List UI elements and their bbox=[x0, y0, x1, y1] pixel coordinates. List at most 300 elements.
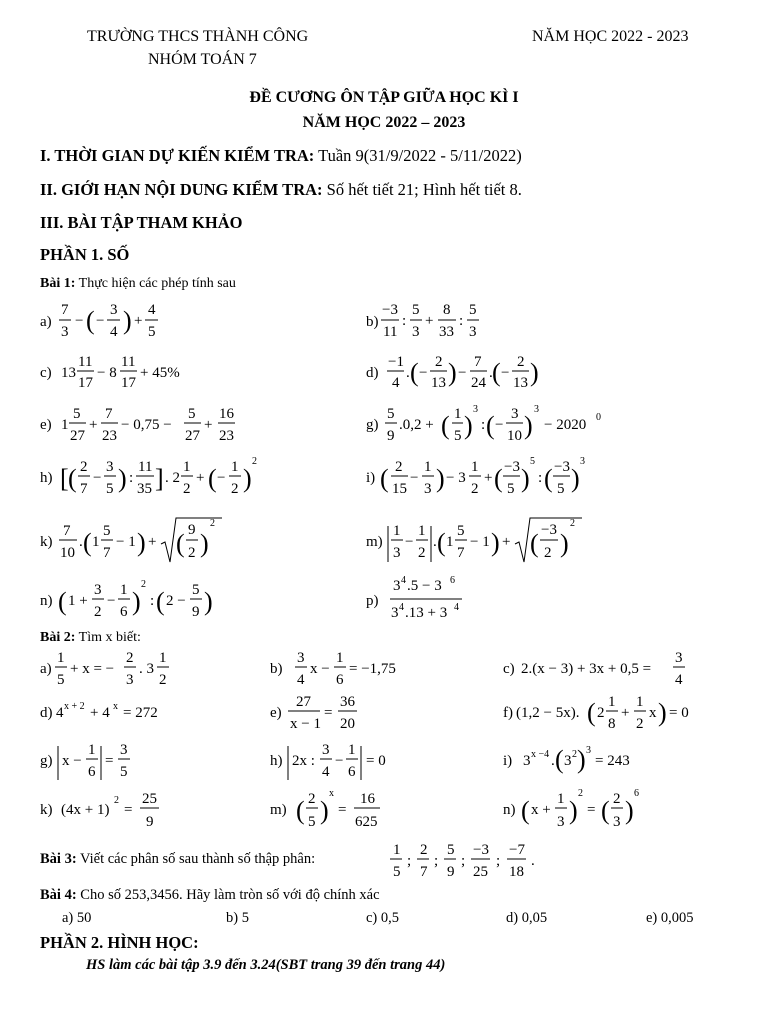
svg-text:2: 2 bbox=[597, 705, 605, 721]
svg-text:27: 27 bbox=[185, 428, 200, 444]
svg-text:3: 3 bbox=[94, 582, 102, 598]
svg-text:13: 13 bbox=[61, 365, 76, 381]
bai1-h bbox=[38, 452, 268, 508]
svg-text:.: . bbox=[406, 365, 410, 381]
label-2e: e) bbox=[270, 705, 282, 721]
svg-text:2: 2 bbox=[471, 481, 479, 497]
label-n: n) bbox=[40, 593, 53, 609]
svg-text:−: − bbox=[93, 470, 102, 486]
svg-text::: : bbox=[459, 313, 464, 329]
svg-text:10: 10 bbox=[507, 428, 522, 444]
svg-text:3: 3 bbox=[523, 753, 531, 769]
svg-text:(: ( bbox=[156, 587, 165, 616]
bai3-frac-3-den: 9 bbox=[447, 864, 455, 880]
bai4-option-e: e) 0,005 bbox=[646, 910, 694, 926]
svg-text:3: 3 bbox=[613, 814, 621, 830]
svg-text:2: 2 bbox=[418, 545, 426, 561]
label-2g: g) bbox=[40, 753, 53, 769]
svg-text:(: ( bbox=[86, 306, 95, 335]
bai3-frac-5-num: −7 bbox=[509, 842, 525, 858]
bai3-text: Viết các phân số sau thành số thập phân: bbox=[80, 851, 316, 867]
svg-text:6: 6 bbox=[120, 604, 128, 620]
svg-text:3: 3 bbox=[412, 324, 420, 340]
svg-text:1: 1 bbox=[393, 523, 401, 539]
svg-text:4: 4 bbox=[675, 672, 683, 688]
svg-text:2: 2 bbox=[308, 791, 316, 807]
svg-text:−: − bbox=[217, 470, 226, 486]
svg-text:−: − bbox=[335, 753, 344, 769]
svg-text:6: 6 bbox=[336, 672, 344, 688]
svg-text:5: 5 bbox=[387, 406, 395, 422]
svg-text:7: 7 bbox=[457, 545, 465, 561]
school-name: TRƯỜNG THCS THÀNH CÔNG bbox=[87, 28, 309, 45]
svg-text:): ) bbox=[436, 464, 445, 493]
svg-text:(1,2 − 5x).: (1,2 − 5x). bbox=[516, 705, 580, 721]
svg-text::: : bbox=[402, 313, 407, 329]
svg-text:5: 5 bbox=[148, 324, 156, 340]
bai3-heading bbox=[40, 851, 315, 868]
svg-text:2: 2 bbox=[94, 604, 102, 620]
svg-text:−: − bbox=[501, 365, 510, 381]
svg-text:3: 3 bbox=[557, 814, 565, 830]
svg-text:x −: x − bbox=[310, 661, 330, 677]
svg-text:2.(x − 3) + 3x + 0,5 =: 2.(x − 3) + 3x + 0,5 = bbox=[521, 661, 652, 677]
svg-text:5: 5 bbox=[120, 764, 128, 780]
svg-text:): ) bbox=[132, 587, 141, 616]
bai4-option-b: b) 5 bbox=[226, 910, 249, 926]
svg-text:−: − bbox=[495, 417, 504, 433]
bai2-b bbox=[270, 648, 470, 694]
svg-text:x −4: x −4 bbox=[531, 749, 550, 760]
svg-text:1: 1 bbox=[446, 534, 454, 550]
svg-text:): ) bbox=[243, 464, 252, 493]
svg-text:+: + bbox=[196, 470, 205, 486]
svg-text:13: 13 bbox=[431, 375, 446, 391]
svg-text:4: 4 bbox=[56, 705, 64, 721]
svg-text:5: 5 bbox=[412, 302, 420, 318]
section-time-value: Tuần 9(31/9/2022 - 5/11/2022) bbox=[318, 146, 522, 165]
bai1-b bbox=[366, 296, 516, 346]
bai4-option-a: a) 50 bbox=[62, 910, 92, 926]
svg-text:(: ( bbox=[208, 464, 217, 493]
svg-text:1: 1 bbox=[57, 650, 65, 666]
section-scope bbox=[40, 180, 522, 200]
part-2-heading: PHẦN 2. HÌNH HỌC: bbox=[40, 933, 199, 952]
svg-text:3: 3 bbox=[391, 605, 399, 621]
bai2-heading bbox=[40, 630, 141, 646]
svg-text:. 2: . 2 bbox=[165, 470, 180, 486]
svg-text:x: x bbox=[113, 701, 118, 712]
svg-text:1: 1 bbox=[231, 459, 239, 475]
svg-text:(: ( bbox=[176, 529, 185, 558]
svg-text:11: 11 bbox=[383, 324, 398, 340]
svg-text:): ) bbox=[569, 796, 578, 825]
svg-text:7: 7 bbox=[103, 545, 111, 561]
svg-text:35: 35 bbox=[137, 481, 152, 497]
svg-text:5: 5 bbox=[57, 672, 65, 688]
svg-text:(: ( bbox=[544, 464, 553, 493]
svg-text:= 0: = 0 bbox=[366, 753, 386, 769]
svg-text:3: 3 bbox=[106, 459, 114, 475]
svg-text:+ x = −: + x = − bbox=[70, 661, 115, 677]
bai2-label: Bài 2: bbox=[40, 630, 76, 645]
svg-text:(: ( bbox=[437, 528, 446, 557]
svg-text:5: 5 bbox=[454, 428, 462, 444]
svg-text:−: − bbox=[75, 313, 84, 329]
label-2n: n) bbox=[503, 802, 516, 818]
svg-text:1 +: 1 + bbox=[68, 593, 88, 609]
svg-text:− 8: − 8 bbox=[97, 365, 117, 381]
svg-text:= 243: = 243 bbox=[595, 753, 630, 769]
svg-text:1: 1 bbox=[454, 406, 462, 422]
svg-text:2: 2 bbox=[572, 749, 577, 760]
svg-text:1: 1 bbox=[348, 742, 356, 758]
svg-text:3: 3 bbox=[511, 406, 519, 422]
svg-text:4: 4 bbox=[454, 602, 459, 613]
svg-text:(: ( bbox=[441, 411, 450, 440]
svg-text:8: 8 bbox=[608, 716, 616, 732]
svg-text:+ 45%: + 45% bbox=[140, 365, 180, 381]
svg-text:;: ; bbox=[434, 853, 439, 869]
svg-text:− 0,75 −: − 0,75 − bbox=[121, 417, 172, 433]
bai3-frac-2-num: 2 bbox=[420, 842, 428, 858]
svg-text:−: − bbox=[96, 313, 105, 329]
svg-text:20: 20 bbox=[340, 716, 355, 732]
svg-text:−3: −3 bbox=[554, 459, 570, 475]
svg-text:1: 1 bbox=[424, 459, 432, 475]
svg-text:1: 1 bbox=[183, 459, 191, 475]
svg-text:= −1,75: = −1,75 bbox=[349, 661, 396, 677]
svg-text::: : bbox=[538, 470, 543, 486]
bai2-d bbox=[38, 694, 238, 734]
svg-text:625: 625 bbox=[355, 814, 378, 830]
svg-text:6: 6 bbox=[634, 788, 639, 799]
svg-text::: : bbox=[481, 417, 486, 433]
svg-text:7: 7 bbox=[61, 302, 69, 318]
svg-text:2: 2 bbox=[613, 791, 621, 807]
section-scope-label: II. GIỚI HẠN NỘI DUNG KIỂM TRA: bbox=[40, 180, 323, 199]
bai1-p bbox=[366, 572, 486, 628]
svg-text:(: ( bbox=[296, 796, 305, 825]
svg-text:.: . bbox=[433, 534, 437, 550]
label-a: a) bbox=[40, 314, 52, 330]
bai4-option-d: d) 0,05 bbox=[506, 910, 548, 926]
svg-text:+: + bbox=[484, 470, 493, 486]
svg-text:): ) bbox=[625, 796, 634, 825]
svg-text:1: 1 bbox=[608, 694, 616, 710]
label-k: k) bbox=[40, 534, 53, 550]
svg-text:(: ( bbox=[530, 529, 539, 558]
svg-text:(4x + 1): (4x + 1) bbox=[61, 802, 110, 818]
svg-text:2: 2 bbox=[578, 788, 583, 799]
svg-text:= 0: = 0 bbox=[669, 705, 689, 721]
svg-text:): ) bbox=[571, 464, 580, 493]
svg-text:9: 9 bbox=[192, 604, 200, 620]
svg-text:16: 16 bbox=[219, 406, 234, 422]
svg-text:13: 13 bbox=[513, 375, 528, 391]
svg-text:1: 1 bbox=[120, 582, 128, 598]
svg-text:3: 3 bbox=[469, 324, 477, 340]
svg-text:9: 9 bbox=[387, 428, 395, 444]
svg-text:): ) bbox=[530, 358, 539, 387]
bai2-a bbox=[38, 648, 238, 694]
svg-text:(: ( bbox=[601, 796, 610, 825]
bai4-option-c: c) 0,5 bbox=[366, 910, 400, 926]
bai1-k bbox=[38, 512, 238, 572]
svg-text:=: = bbox=[105, 753, 114, 769]
svg-text:4: 4 bbox=[399, 602, 404, 613]
label-2c: c) bbox=[503, 661, 515, 677]
bai2-e bbox=[270, 690, 470, 736]
svg-text:−3: −3 bbox=[382, 302, 398, 318]
svg-text:2 −: 2 − bbox=[166, 593, 186, 609]
svg-text:3: 3 bbox=[675, 650, 683, 666]
svg-text:−3: −3 bbox=[504, 459, 520, 475]
svg-text:): ) bbox=[521, 464, 530, 493]
svg-text:6: 6 bbox=[450, 575, 455, 586]
svg-text:4: 4 bbox=[392, 375, 400, 391]
svg-text:3: 3 bbox=[534, 404, 539, 415]
svg-text:17: 17 bbox=[78, 375, 93, 391]
svg-text:3: 3 bbox=[120, 742, 128, 758]
svg-text:(: ( bbox=[521, 796, 530, 825]
svg-text:+: + bbox=[502, 534, 511, 550]
svg-text:(: ( bbox=[486, 411, 495, 440]
svg-text:x −: x − bbox=[62, 753, 82, 769]
svg-text:1: 1 bbox=[61, 417, 69, 433]
group-name: NHÓM TOÁN 7 bbox=[148, 51, 257, 68]
svg-text:2: 2 bbox=[141, 579, 146, 590]
svg-text:5: 5 bbox=[507, 481, 515, 497]
svg-text:1: 1 bbox=[92, 534, 100, 550]
svg-text:x: x bbox=[329, 788, 334, 799]
bai1-text: Thực hiện các phép tính sau bbox=[78, 276, 236, 291]
section-time-label: I. THỜI GIAN DỰ KIẾN KIỂM TRA: bbox=[40, 146, 315, 165]
label-b: b) bbox=[366, 314, 379, 330]
svg-text:): ) bbox=[658, 698, 667, 727]
label-2m: m) bbox=[270, 802, 287, 818]
bai1-g bbox=[366, 396, 646, 452]
svg-text:+: + bbox=[148, 534, 157, 550]
document-subtitle: NĂM HỌC 2022 – 2023 bbox=[302, 114, 466, 131]
label-2h: h) bbox=[270, 753, 283, 769]
svg-text::: : bbox=[150, 593, 155, 609]
svg-text:15: 15 bbox=[392, 481, 407, 497]
school-year: NĂM HỌC 2022 - 2023 bbox=[532, 28, 689, 45]
svg-text:25: 25 bbox=[142, 791, 157, 807]
svg-text:1: 1 bbox=[636, 694, 644, 710]
bai1-label: Bài 1: bbox=[40, 276, 76, 291]
svg-text:3: 3 bbox=[424, 481, 432, 497]
svg-text:= 272: = 272 bbox=[123, 705, 158, 721]
label-2i: i) bbox=[503, 753, 513, 769]
svg-text:+ 4: + 4 bbox=[90, 705, 110, 721]
bai3-frac-5-den: 18 bbox=[509, 864, 524, 880]
svg-text:1: 1 bbox=[471, 459, 479, 475]
svg-text:3: 3 bbox=[322, 742, 330, 758]
svg-text:27: 27 bbox=[296, 694, 311, 710]
bai2-c bbox=[503, 648, 723, 694]
svg-text:2: 2 bbox=[395, 459, 403, 475]
svg-text:4: 4 bbox=[401, 575, 406, 586]
svg-text:5: 5 bbox=[192, 582, 200, 598]
svg-text:=: = bbox=[338, 802, 347, 818]
svg-text:− 1: − 1 bbox=[116, 534, 136, 550]
svg-text:16: 16 bbox=[360, 791, 375, 807]
svg-text:−: − bbox=[107, 593, 116, 609]
bai2-h bbox=[270, 738, 470, 784]
bai4-text: Cho số 253,3456. Hãy làm tròn số với độ chính xác bbox=[80, 887, 380, 903]
svg-text:.: . bbox=[531, 853, 535, 869]
bai3-frac-3-num: 5 bbox=[447, 842, 455, 858]
svg-text:27: 27 bbox=[70, 428, 85, 444]
bai1-heading bbox=[40, 276, 236, 292]
svg-text:0: 0 bbox=[596, 412, 601, 423]
svg-text:6: 6 bbox=[348, 764, 356, 780]
svg-text:23: 23 bbox=[102, 428, 117, 444]
svg-text::: : bbox=[129, 470, 134, 486]
svg-text:(: ( bbox=[494, 464, 503, 493]
svg-text:;: ; bbox=[461, 853, 466, 869]
svg-text:2: 2 bbox=[183, 481, 191, 497]
svg-text:(: ( bbox=[587, 698, 596, 727]
svg-text:(: ( bbox=[380, 464, 389, 493]
svg-text:.5 − 3: .5 − 3 bbox=[407, 578, 442, 594]
svg-text:3: 3 bbox=[473, 404, 478, 415]
section-exercises: III. BÀI TẬP THAM KHẢO bbox=[40, 213, 243, 232]
svg-text:1: 1 bbox=[418, 523, 426, 539]
svg-text:x − 1: x − 1 bbox=[290, 716, 321, 732]
svg-text:(: ( bbox=[410, 358, 419, 387]
svg-text:−3: −3 bbox=[541, 522, 557, 538]
svg-text:+: + bbox=[134, 313, 143, 329]
svg-text:3: 3 bbox=[393, 578, 401, 594]
document-title: ĐỀ CƯƠNG ÔN TẬP GIỮA HỌC KÌ I bbox=[249, 89, 519, 106]
svg-text:3: 3 bbox=[580, 456, 585, 467]
svg-text:): ) bbox=[491, 528, 500, 557]
bai3-frac-2-den: 7 bbox=[420, 864, 428, 880]
svg-text:2x :: 2x : bbox=[292, 753, 315, 769]
svg-text:x: x bbox=[649, 705, 657, 721]
svg-text:2: 2 bbox=[210, 518, 215, 529]
svg-text:2: 2 bbox=[636, 716, 644, 732]
label-i: i) bbox=[366, 470, 376, 486]
bai3-label: Bài 3: bbox=[40, 851, 77, 867]
svg-text:1: 1 bbox=[88, 742, 96, 758]
bai3-frac-1-num: 1 bbox=[393, 842, 401, 858]
part-1-heading: PHẦN 1. SỐ bbox=[40, 245, 130, 264]
svg-text:3: 3 bbox=[126, 672, 134, 688]
svg-text:): ) bbox=[123, 306, 132, 335]
svg-text:): ) bbox=[200, 529, 209, 558]
svg-text:2: 2 bbox=[159, 672, 167, 688]
label-2a: a) bbox=[40, 661, 52, 677]
svg-text:9: 9 bbox=[146, 814, 154, 830]
svg-text:4: 4 bbox=[322, 764, 330, 780]
bai3-frac-1-den: 5 bbox=[393, 864, 401, 880]
svg-text:10: 10 bbox=[60, 545, 75, 561]
label-2k: k) bbox=[40, 802, 53, 818]
svg-text:): ) bbox=[204, 587, 213, 616]
svg-text:3: 3 bbox=[110, 302, 118, 318]
bai3-frac-4-num: −3 bbox=[473, 842, 489, 858]
svg-text:.: . bbox=[551, 753, 555, 769]
svg-text:.13 + 3: .13 + 3 bbox=[405, 605, 448, 621]
svg-text:(: ( bbox=[83, 528, 92, 557]
bai2-i bbox=[503, 738, 703, 784]
svg-text:24: 24 bbox=[471, 375, 486, 391]
label-h: h) bbox=[40, 470, 53, 486]
svg-text:7: 7 bbox=[63, 523, 71, 539]
svg-text:5: 5 bbox=[308, 814, 316, 830]
bai4-heading bbox=[40, 887, 380, 904]
svg-text:− 2020: − 2020 bbox=[544, 417, 587, 433]
label-g: g) bbox=[366, 417, 379, 433]
svg-text:8: 8 bbox=[443, 302, 451, 318]
svg-text:−1: −1 bbox=[388, 354, 404, 370]
svg-text:7: 7 bbox=[474, 354, 482, 370]
svg-text:3: 3 bbox=[564, 753, 572, 769]
svg-text:(: ( bbox=[68, 464, 77, 493]
bai1-e bbox=[38, 404, 268, 454]
svg-text:+: + bbox=[89, 417, 98, 433]
section-time bbox=[40, 146, 522, 166]
svg-text:3: 3 bbox=[61, 324, 69, 340]
svg-text:=: = bbox=[324, 705, 333, 721]
svg-text:(: ( bbox=[492, 358, 501, 387]
bai2-g bbox=[38, 738, 238, 784]
bai2-f bbox=[503, 690, 723, 736]
svg-text:2: 2 bbox=[252, 456, 257, 467]
label-2b: b) bbox=[270, 661, 283, 677]
svg-text:): ) bbox=[524, 411, 533, 440]
svg-text:5: 5 bbox=[457, 523, 465, 539]
svg-text:1: 1 bbox=[557, 791, 565, 807]
svg-text:. 3: . 3 bbox=[139, 661, 154, 677]
svg-text:+: + bbox=[425, 313, 434, 329]
bai2-m bbox=[270, 786, 470, 836]
svg-text:3: 3 bbox=[393, 545, 401, 561]
svg-text:4: 4 bbox=[148, 302, 156, 318]
label-2f: f) bbox=[503, 705, 513, 721]
svg-text:9: 9 bbox=[188, 522, 196, 538]
svg-text:5: 5 bbox=[73, 406, 81, 422]
bai2-text: Tìm x biết: bbox=[78, 630, 141, 645]
svg-text:6: 6 bbox=[88, 764, 96, 780]
label-p: p) bbox=[366, 593, 379, 609]
svg-text:23: 23 bbox=[219, 428, 234, 444]
svg-text:2: 2 bbox=[188, 545, 196, 561]
svg-text:5: 5 bbox=[188, 406, 196, 422]
svg-text:11: 11 bbox=[138, 459, 153, 475]
svg-text:−: − bbox=[410, 470, 419, 486]
bai1-c bbox=[38, 350, 198, 400]
svg-text:36: 36 bbox=[340, 694, 355, 710]
svg-text:(: ( bbox=[58, 587, 67, 616]
svg-text:.0,2 +: .0,2 + bbox=[399, 417, 434, 433]
bai1-i bbox=[366, 452, 606, 508]
svg-text:3: 3 bbox=[297, 650, 305, 666]
svg-text:− 1: − 1 bbox=[470, 534, 490, 550]
svg-text:2: 2 bbox=[231, 481, 239, 497]
svg-text:2: 2 bbox=[435, 354, 443, 370]
svg-text:17: 17 bbox=[121, 375, 136, 391]
svg-text:): ) bbox=[577, 745, 586, 774]
svg-text:11: 11 bbox=[121, 354, 136, 370]
svg-text:5: 5 bbox=[106, 481, 114, 497]
svg-text:): ) bbox=[560, 529, 569, 558]
svg-text:1: 1 bbox=[159, 650, 167, 666]
